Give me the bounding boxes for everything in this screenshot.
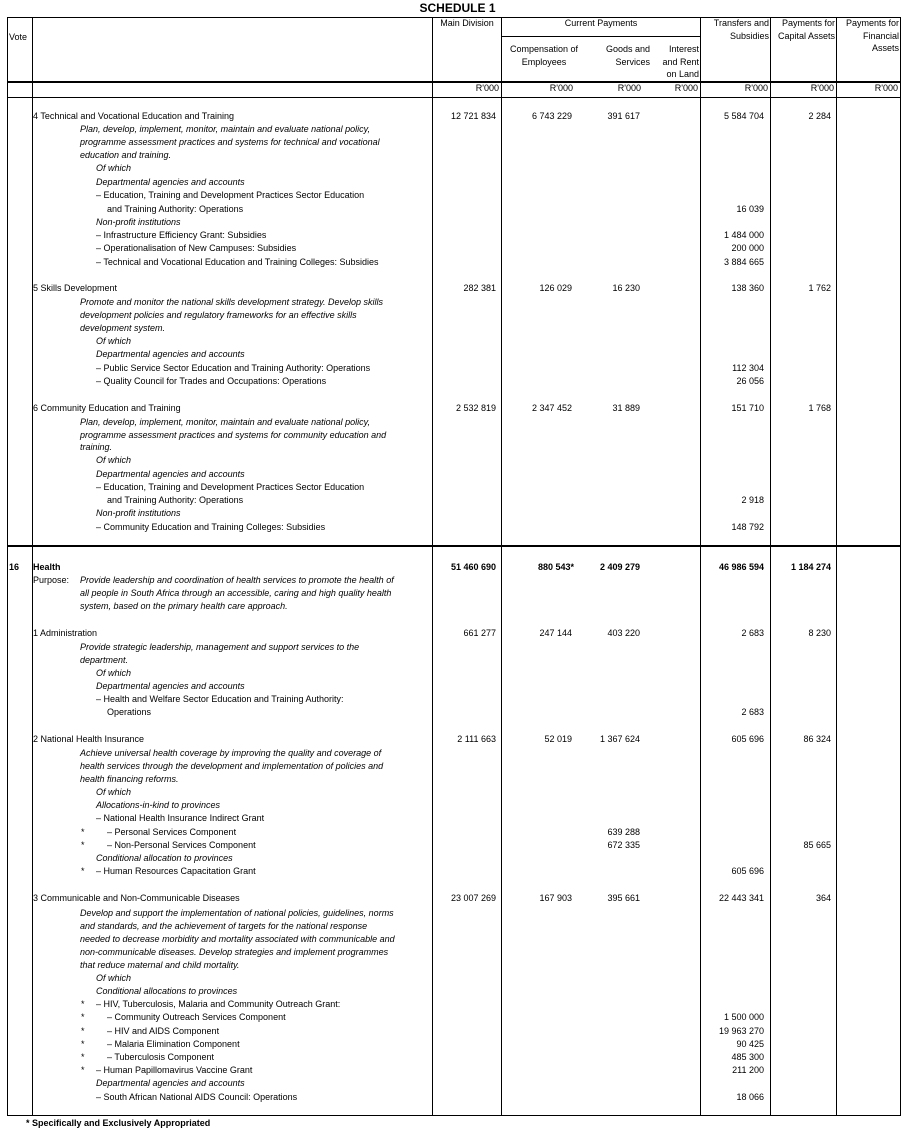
capital-value: 1 768 [808,403,831,413]
programme-purpose: training. [80,442,113,452]
goods-services-header: Goods and Services [605,44,650,67]
programme-title: 2 National Health Insurance [33,734,145,744]
transfers-value: 485 300 [731,1052,764,1062]
main-division-header: Main Division [440,18,494,28]
of-which-label: Of which [96,668,132,678]
transfers-value: 148 792 [731,522,764,532]
line-item: – Quality Council for Trades and Occupations: Operations [96,376,327,386]
programme-title: 1 Administration [33,628,98,638]
unit-label: R'000 [874,83,898,93]
capital-value: 1 762 [808,283,831,293]
transfers-value: 2 918 [741,495,764,505]
financial-header: Payments for Financial Assets [845,18,899,53]
compensation-value: 126 029 [539,283,572,293]
category-label: Non-profit institutions [96,217,181,227]
line-item: – Health and Welfare Sector Education and Training Authority: [96,694,344,704]
category-label: Conditional allocation to provinces [96,853,233,863]
programme-purpose: development system. [80,323,166,333]
compensation-value: 247 144 [539,628,572,638]
main-division-value: 282 381 [463,283,496,293]
current-payments-header: Current Payments [564,18,638,28]
line-item: – Tuberculosis Component [107,1052,215,1062]
vote-name: Health [33,562,61,572]
purpose-label: Purpose: [33,575,70,585]
programme-purpose: and standards, and the achievement of targets for the national response [80,921,368,931]
line-item: – HIV, Tuberculosis, Malaria and Community Outreach Grant: [96,999,341,1009]
transfers-value: 46 986 594 [718,562,764,572]
programme-purpose: Promote and monitor the national skills development strategy. Develop skills [80,297,383,307]
transfers-value: 605 696 [731,734,764,744]
transfers-value: 16 039 [736,204,764,214]
programme-purpose: programme assessment practices and systems for technical and vocational [80,137,380,147]
vote-separator [7,545,901,547]
programme-purpose: health financing reforms. [80,774,179,784]
main-division-value: 51 460 690 [450,562,496,572]
transfers-value: 26 056 [736,376,764,386]
current-payments-rule [501,36,700,37]
programme-title: 3 Communicable and Non-Communicable Diseases [33,893,240,903]
line-item: – Community Education and Training Colleges: Subsidies [96,522,326,532]
transfers-value: 200 000 [731,243,764,253]
transfers-value: 2 683 [741,628,764,638]
line-item: – Community Outreach Services Component [107,1012,286,1022]
transfers-value: 1 484 000 [723,230,764,240]
line-item: – Technical and Vocational Education and Training Colleges: Subsidies [96,257,379,267]
unit-label: R'000 [674,83,698,93]
goods-value: 31 889 [612,403,640,413]
line-item: – Education, Training and Development Practices Sector Education [96,190,365,200]
line-item: – HIV and AIDS Component [107,1026,220,1036]
programme-title: 4 Technical and Vocational Education and Training [33,111,234,121]
capital-value: 85 665 [803,840,831,850]
category-label: Conditional allocations to provinces [96,986,238,996]
capital-value: 86 324 [803,734,831,744]
vote-purpose: all people in South Africa through an accessible, caring and high quality health [80,588,392,598]
capital-header: Payments for Capital Assets [777,18,835,41]
goods-value: 1 367 624 [599,734,640,744]
line-item: – Malaria Elimination Component [107,1039,240,1049]
programme-purpose: education and training. [80,150,172,160]
category-label: Departmental agencies and accounts [96,681,245,691]
of-which-label: Of which [96,455,132,465]
programme-title: 5 Skills Development [33,283,118,293]
appropriation-star: * [81,999,85,1009]
transfers-value: 605 696 [731,866,764,876]
main-division-value: 12 721 834 [450,111,496,121]
compensation-value: 6 743 229 [531,111,572,121]
vote-purpose: system, based on the primary health care approach. [80,601,288,611]
line-item: – Public Service Sector Education and Training Authority: Operations [96,363,371,373]
line-item: – Human Papillomavirus Vaccine Grant [96,1065,253,1075]
goods-value: 639 288 [607,827,640,837]
footnote: * Specifically and Exclusively Appropriated [26,1118,211,1128]
vote-header: Vote [9,32,28,42]
appropriation-star: * [81,1012,85,1022]
capital-value: 1 184 274 [790,562,831,572]
programme-purpose: Achieve universal health coverage by improving the quality and coverage of [80,748,382,758]
compensation-value: 880 543* [537,562,574,572]
transfers-value: 211 200 [732,1065,764,1075]
goods-value: 391 617 [607,111,640,121]
unit-label: R'000 [475,83,499,93]
goods-value: 16 230 [612,283,640,293]
vote-number: 16 [9,562,20,572]
category-label: Non-profit institutions [96,508,181,518]
unit-label: R'000 [810,83,834,93]
line-item: – Infrastructure Efficiency Grant: Subsidies [96,230,267,240]
programme-title: 6 Community Education and Training [33,403,181,413]
compensation-value: 167 903 [539,893,572,903]
programme-purpose: programme assessment practices and systems for community education and [80,430,387,440]
line-item: – Education, Training and Development Practices Sector Education [96,482,365,492]
schedule-table [7,17,901,1116]
transfers-value: 22 443 341 [718,893,764,903]
transfers-value: 3 884 665 [723,257,764,267]
appropriation-star: * [81,840,85,850]
category-label: Departmental agencies and accounts [96,177,245,187]
main-division-value: 23 007 269 [450,893,496,903]
appropriation-star: * [81,1026,85,1036]
of-which-label: Of which [96,787,132,797]
appropriation-star: * [81,1065,85,1075]
programme-purpose: health services through the development and implementation of policies and [80,761,384,771]
of-which-label: Of which [96,336,132,346]
transfers-value: 19 963 270 [718,1026,764,1036]
col-divider [836,17,837,1116]
programme-purpose: development policies and regulatory frameworks for an effective skills [80,310,357,320]
unit-label: R'000 [549,83,573,93]
category-label: Allocations-in-kind to provinces [96,800,221,810]
main-division-value: 2 111 663 [457,734,496,744]
goods-value: 672 335 [607,840,640,850]
appropriation-star: * [81,866,85,876]
interest-rent-header: Interest and Rent on Land [662,44,699,79]
line-item: – South African National AIDS Council: Operations [96,1092,298,1102]
transfers-value: 151 710 [731,403,764,413]
category-label: Departmental agencies and accounts [96,1078,245,1088]
compensation-value: 52 019 [544,734,572,744]
goods-value: 395 661 [607,893,640,903]
programme-purpose: non-communicable diseases. Develop strategies and implement programmes [80,947,389,957]
transfers-value: 2 683 [741,707,764,717]
capital-value: 2 284 [808,111,831,121]
programme-purpose: Provide strategic leadership, management and support services to the [80,642,360,652]
compensation-value: 2 347 452 [531,403,572,413]
category-label: Departmental agencies and accounts [96,469,245,479]
programme-purpose: Plan, develop, implement, monitor, maintain and evaluate national policy, [80,417,371,427]
programme-purpose: Plan, develop, implement, monitor, maintain and evaluate national policy, [80,124,371,134]
category-label: Departmental agencies and accounts [96,349,245,359]
goods-value: 2 409 279 [599,562,640,572]
programme-purpose: Develop and support the implementation of national policies, guidelines, norms [80,908,394,918]
unit-label: R'000 [744,83,768,93]
compensation-header: Compensation of Employees [509,44,579,67]
capital-value: 8 230 [808,628,831,638]
line-item: – Operationalisation of New Campuses: Subsidies [96,243,297,253]
line-item: and Training Authority: Operations [107,204,244,214]
line-item: – National Health Insurance Indirect Grant [96,813,265,823]
transfers-value: 18 066 [736,1092,764,1102]
vote-purpose: Provide leadership and coordination of health services to promote the health of [80,575,394,585]
programme-purpose: department. [80,655,129,665]
main-division-value: 2 532 819 [455,403,496,413]
transfers-value: 90 425 [736,1039,764,1049]
appropriation-star: * [81,1039,85,1049]
transfers-value: 138 360 [731,283,764,293]
unit-label: R'000 [617,83,641,93]
unit-rule [7,97,901,98]
line-item: Operations [107,707,152,717]
transfers-value: 5 584 704 [723,111,764,121]
line-item: – Human Resources Capacitation Grant [96,866,256,876]
programme-purpose: needed to decrease morbidity and mortality associated with communicable and [80,934,395,944]
goods-value: 403 220 [607,628,640,638]
transfers-header: Transfers and Subsidies [713,18,769,41]
transfers-value: 112 304 [732,363,764,373]
page-title: SCHEDULE 1 [419,1,496,15]
line-item: – Non-Personal Services Component [107,840,256,850]
appropriation-star: * [81,1052,85,1062]
transfers-value: 1 500 000 [723,1012,764,1022]
of-which-label: Of which [96,163,132,173]
of-which-label: Of which [96,973,132,983]
main-division-value: 661 277 [463,628,496,638]
capital-value: 364 [815,893,831,903]
programme-purpose: that reduce maternal and child mortality. [80,960,240,970]
line-item: and Training Authority: Operations [107,495,244,505]
appropriation-star: * [81,827,85,837]
line-item: – Personal Services Component [107,827,237,837]
